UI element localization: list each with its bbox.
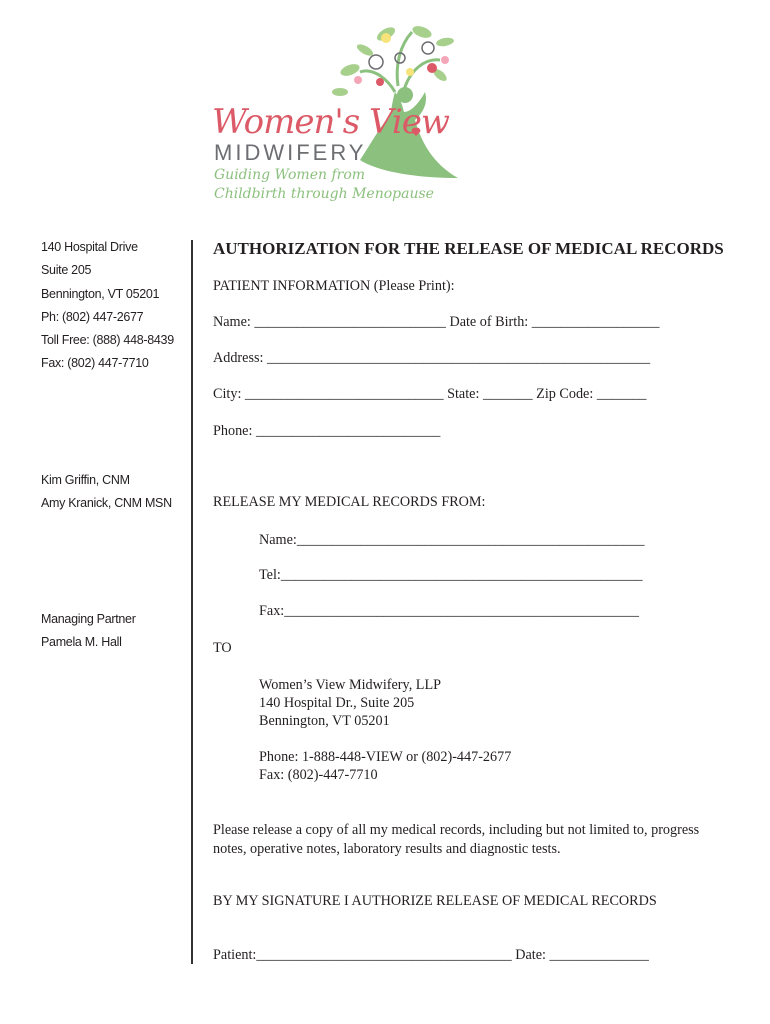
recipient-address (259, 676, 441, 730)
address-line: Bennington, VT 05201 (41, 286, 160, 301)
from-tel-field[interactable]: Tel:___________________________________________________ (259, 567, 643, 583)
from-fax-field[interactable]: Fax:__________________________________________________ (259, 603, 639, 619)
signature-date-field[interactable]: Patient:____________________________________ Date: ______________ (213, 947, 649, 963)
address-field[interactable]: Address: ______________________________________________________ (213, 350, 651, 366)
sidebar-address (41, 240, 174, 380)
from-name-field[interactable]: Name:_________________________________________________ (259, 532, 645, 548)
logo-subtitle: MIDWIFERY (214, 140, 367, 165)
divider-line (191, 240, 193, 964)
toll-free-line: Toll Free: (888) 448-8439 (41, 333, 174, 348)
signature-heading: BY MY SIGNATURE I AUTHORIZE RELEASE OF MEDICAL RECORDS (213, 893, 657, 909)
phone-field[interactable]: Phone: __________________________ (213, 423, 441, 439)
recipient-line: Women’s View Midwifery, LLP (259, 677, 442, 693)
sidebar-partner (41, 612, 136, 659)
address-line: Suite 205 (41, 263, 92, 278)
recipient-line: Bennington, VT 05201 (259, 713, 390, 729)
staff-name: Kim Griffin, CNM (41, 473, 130, 487)
logo-tagline (214, 166, 434, 204)
recipient-phone: Phone: 1-888-448-VIEW or (802)-447-2677 (259, 749, 512, 765)
recipient-fax: Fax: (802)-447-7710 (259, 767, 378, 783)
request-paragraph (213, 821, 699, 859)
request-line: notes, operative notes, laboratory results and diagnostic tests. (213, 841, 561, 857)
release-from-heading: RELEASE MY MEDICAL RECORDS FROM: (213, 494, 486, 510)
city-state-zip-field[interactable]: City: ____________________________ State: _______ Zip Code: _______ (213, 386, 647, 402)
partner-name: Pamela M. Hall (41, 635, 122, 650)
name-dob-field[interactable]: Name: ___________________________ Date of Birth: __________________ (213, 314, 660, 330)
recipient-contact (259, 748, 511, 784)
form-title: AUTHORIZATION FOR THE RELEASE OF MEDICAL RECORDS (213, 239, 724, 258)
logo-name: Women's View (212, 102, 450, 142)
request-line: Please release a copy of all my medical records, including but not limited to, progress (213, 822, 700, 838)
recipient-line: 140 Hospital Dr., Suite 205 (259, 695, 415, 711)
phone-line: Ph: (802) 447-2677 (41, 309, 144, 324)
partner-role: Managing Partner (41, 612, 136, 626)
staff-name: Amy Kranick, CNM MSN (41, 496, 172, 511)
logo-tagline-1: Guiding Women from (214, 167, 366, 183)
fax-line: Fax: (802) 447-7710 (41, 356, 149, 371)
patient-info-heading: PATIENT INFORMATION (Please Print): (213, 278, 455, 294)
logo-tagline-2: Childbirth through Menopause (214, 186, 434, 202)
to-label: TO (213, 640, 232, 656)
practice-logo (200, 20, 470, 210)
sidebar-staff (41, 473, 172, 520)
address-line: 140 Hospital Drive (41, 240, 138, 254)
